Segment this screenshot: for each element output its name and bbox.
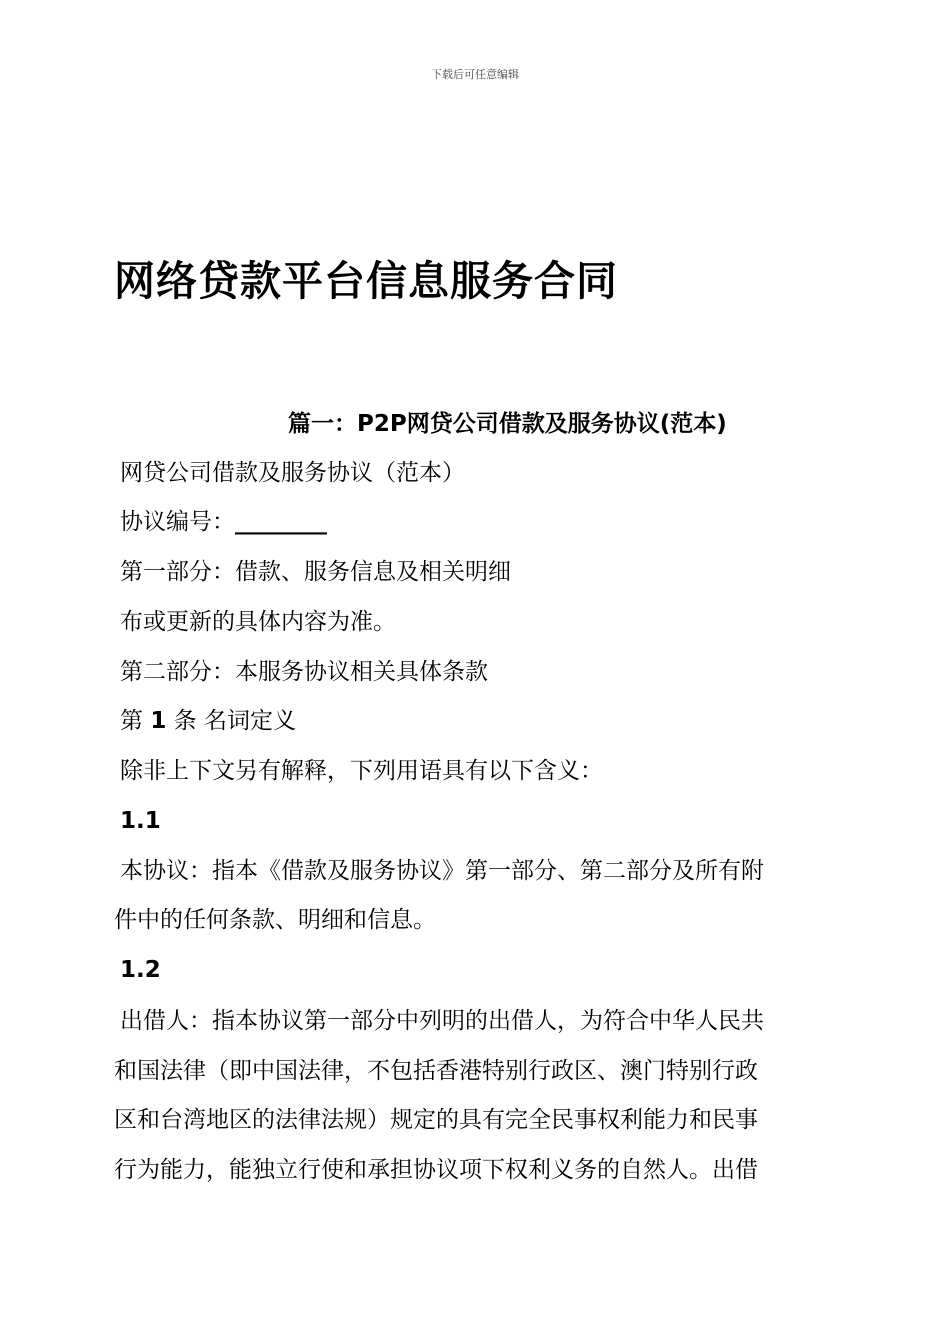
paragraph-line: 和国法律（即中国法律，不包括香港特别行政区、澳门特别行政: [114, 1058, 758, 1084]
paragraph-line: 出借人：指本协议第一部分中列明的出借人，为符合中华人民共: [120, 1008, 764, 1034]
agreement-number-line: [120, 507, 327, 537]
article-suffix: 条 名词定义: [173, 708, 296, 734]
paragraph-line: 区和台湾地区的法律法规）规定的具有完全民事权利能力和民事: [114, 1107, 758, 1133]
header-note: 下载后可任意编辑: [431, 68, 519, 81]
definitions-intro: 除非上下文另有解释，下列用语具有以下含义：: [120, 758, 603, 784]
article-number: 1: [150, 708, 167, 734]
clause-number-1-2: 1.2: [120, 957, 161, 983]
part-one-heading: 第一部分：借款、服务信息及相关明细: [120, 559, 511, 585]
paragraph-line: 本协议：指本《借款及服务协议》第一部分、第二部分及所有附: [120, 858, 764, 884]
part-two-heading: 第二部分：本服务协议相关具体条款: [120, 659, 488, 685]
document-title: 网络贷款平台信息服务合同: [114, 257, 618, 305]
paragraph-line: 件中的任何条款、明细和信息。: [114, 907, 436, 933]
paragraph-line: 布或更新的具体内容为准。: [120, 609, 396, 635]
article-one-heading: [120, 706, 296, 736]
agreement-number-label: 协议编号：: [120, 509, 235, 535]
paragraph-line: 行为能力，能独立行使和承担协议项下权利义务的自然人。出借: [114, 1157, 758, 1183]
agreement-number-blank: ________: [235, 509, 327, 535]
agreement-title-line: 网贷公司借款及服务协议（范本）: [120, 460, 465, 486]
clause-number-1-1: 1.1: [120, 808, 161, 834]
chapter-title: 篇一：P2P网贷公司借款及服务协议(范本): [288, 411, 727, 437]
article-prefix: 第: [120, 708, 143, 734]
